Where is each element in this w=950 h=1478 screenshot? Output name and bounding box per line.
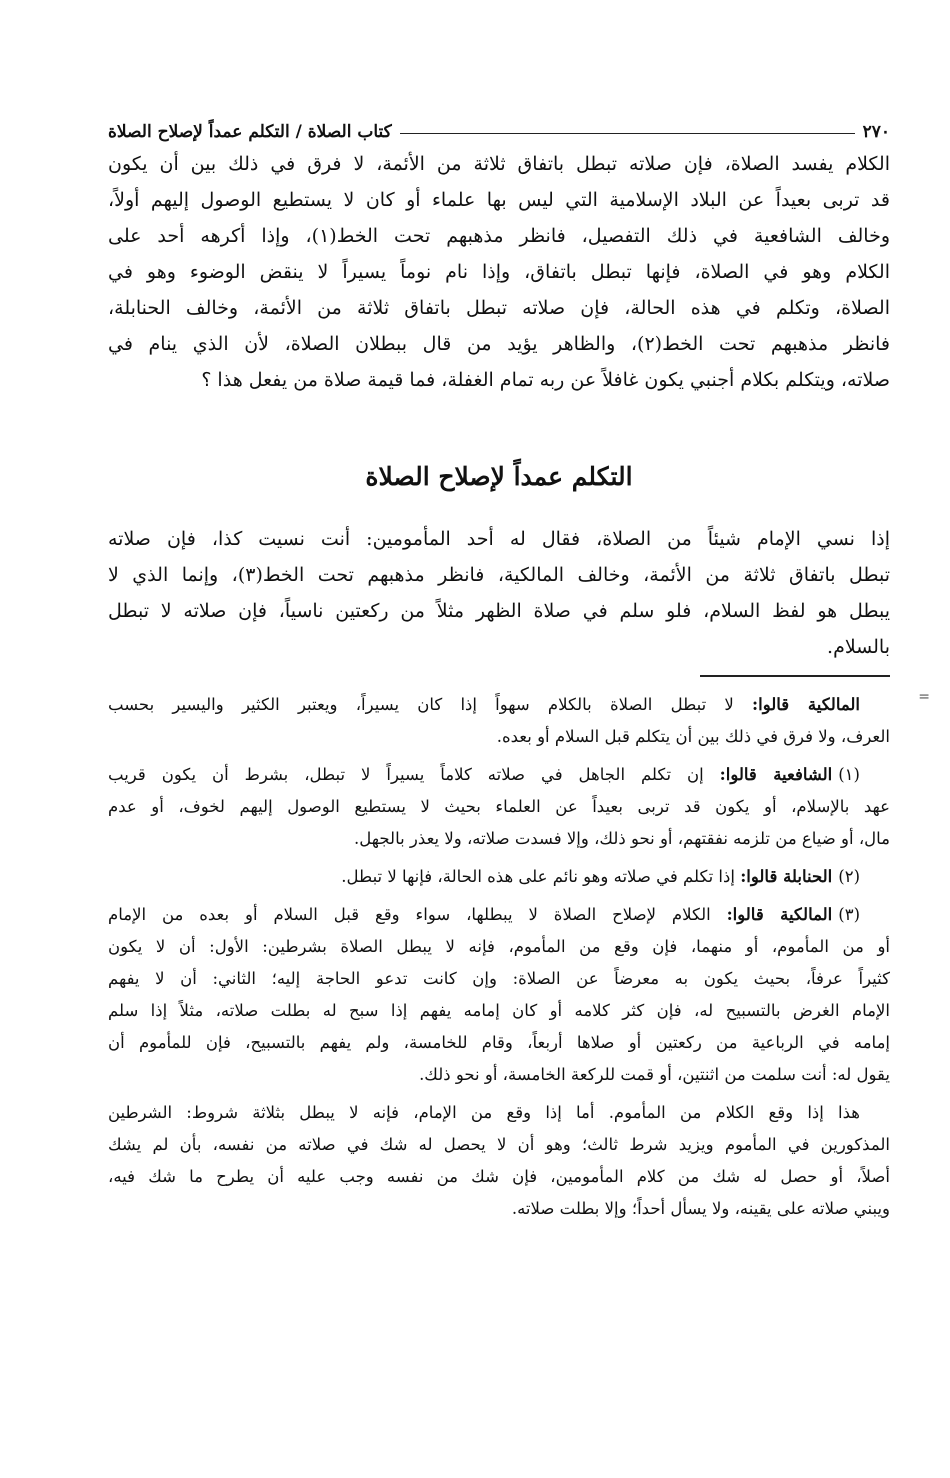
paragraph-section <box>108 521 890 665</box>
paragraph-main <box>108 146 890 398</box>
book-page <box>108 108 930 1231</box>
running-title: كتاب الصلاة / التكلم عمداً لإصلاح الصلاة <box>108 122 392 142</box>
footnote-line <box>108 759 890 791</box>
footnote-line: أو من المأموم، أو منهما، فإن وقع من المأموم، فإنه لا يبطل الصلاة بشرطين: الأول: أن لا يكون <box>108 937 890 956</box>
text-line: الكلام يفسد الصلاة، فإن صلاته تبطل باتفاق ثلاثة من الأئمة، لا فرق في ذلك بين أن يكون <box>108 153 890 175</box>
section-heading: التكلم عمداً لإصلاح الصلاة <box>365 462 633 491</box>
footnote-line: إمامه في الرباعية من ركعتين أو صلاها أربعاً، وقام للخامسة، ولم يفهم بالتسبيح، فإن للمأموم أن <box>108 1033 890 1052</box>
footnote-line: العرف، ولا فرق في ذلك بين أن يتكلم قبل السلام أو بعده. <box>496 727 890 746</box>
text-line: الصلاة، وتكلم في هذه الحالة، فإن صلاته تبطل باتفاق ثلاثة من الأئمة، وخالف الحنابلة، <box>108 297 890 319</box>
footnote-line: ويبني صلاته على يقينه، ولا يسأل أحداً؛ وإلا بطلت صلاته. <box>511 1199 890 1218</box>
footnote-separator <box>700 675 890 677</box>
footnote <box>108 689 890 753</box>
footnote <box>108 861 890 893</box>
footnote-line: يقول له: أنت سلمت من اثنتين، أو قمت للركعة الخامسة، أو نحو ذلك. <box>419 1065 890 1084</box>
footnote <box>108 759 890 855</box>
footnote-school: المالكية قالوا: <box>726 905 833 924</box>
footnote-text: إن تكلم الجاهل في صلاته كلاماً يسيراً لا تبطل، بشرط أن يكون قريب <box>108 765 720 784</box>
footnote-line <box>108 861 890 893</box>
footnote-line <box>108 689 890 721</box>
page-number: ٢٧٠ <box>862 122 890 142</box>
footnote-line: كثيراً عرفاً، بحيث يكون به معرضاً عن الصلاة: وإن كانت تدعو الحاجة إليه؛ الثاني: أن لا يفهم <box>108 969 890 988</box>
text-line: الكلام وهو في الصلاة، فإنها تبطل باتفاق، وإذا نام نوماً يسيراً لا ينقض الوضوء وهو في <box>108 261 890 283</box>
footnote-number: (١) <box>838 765 860 784</box>
text-line: قد تربى بعيداً عن البلاد الإسلامية التي ليس بها علماء أو كان لا يستطيع الوصول إليهم أولاً، <box>108 189 890 211</box>
footnote-school: الحنابلة قالوا: <box>740 867 833 886</box>
footnote-text: لا تبطل الصلاة بالكلام سهواً إذا كان يسيراً، ويعتبر الكثير واليسير بحسب <box>108 695 753 714</box>
footnote-school: الشافعية قالوا: <box>719 765 833 784</box>
footnote-text: الكلام لإصلاح الصلاة لا يبطلها، سواء وقع قبل السلام أو بعده من الإمام <box>108 905 727 924</box>
text-line: فانظر مذهبهم تحت الخط(٢)، والظاهر يؤيد من قال ببطلان الصلاة، لأن الذي ينام في <box>108 333 890 355</box>
footnote-line <box>108 899 890 931</box>
text-line: وخالف الشافعية في ذلك التفصيل، فانظر مذهبهم تحت الخط(١)، وإذا أكرهه أحد على <box>108 225 890 247</box>
footnote-number: (٣) <box>838 905 861 924</box>
footnote-line: عهد بالإسلام، أو يكون قد تربى بعيداً عن العلماء بحيث لا يستطيع الوصول إليهم لخوف، أو عدم <box>108 797 890 816</box>
text-line: صلاته، ويتكلم بكلام أجنبي يكون غافلاً عن ربه تمام الغفلة، فما قيمة صلاة من يفعل هذا ؟ <box>201 369 890 391</box>
footnote-line: الإمام الغرض بالتسبيح له، فإن كثر كلامه أو كان إمامه يفهم إذا سبح له بطلت صلاته، مثلاً إذا سلم <box>108 1001 890 1020</box>
footnotes <box>108 689 930 1225</box>
footnote-number: (٢) <box>838 867 860 886</box>
footnote-text: إذا تكلم في صلاته وهو نائم على هذه الحالة، فإنها لا تبطل. <box>341 867 741 886</box>
text-line: تبطل باتفاق ثلاثة من الأئمة، وخالف المالكية، فانظر مذهبهم تحت الخط(٣)، وإنما الذي لا <box>108 564 890 586</box>
text-line: إذا نسي الإمام شيئاً من الصلاة، فقال له أحد المأمومين: أنت نسيت كذا، فإن صلاته <box>108 528 890 550</box>
text-line: بالسلام. <box>827 636 890 658</box>
footnote <box>108 1097 890 1225</box>
footnote-line: مال، أو ضياع من تلزمه نفقتهم، أو نحو ذلك، وإلا فسدت صلاته، ولا يعذر بالجهل. <box>354 829 890 848</box>
running-header <box>108 108 890 142</box>
footnote-line: المذكورين في المأموم ويزيد شرط ثالث؛ وهو أن لا يحصل له شك في صلاته من نفسه، بأن لم يشك <box>108 1135 890 1154</box>
footnote-line <box>108 1097 890 1129</box>
footnote-text: هذا إذا وقع الكلام من المأموم. أما إذا وقع من الإمام، فإنه لا يبطل بثلاثة شروط: الشرطين <box>108 1103 860 1122</box>
text-line: يبطل هو لفظ السلام، فلو سلم في صلاة الظهر مثلاً من ركعتين ناسياً، فإن صلاته لا تبطل <box>108 600 890 622</box>
header-rule <box>400 133 855 134</box>
footnote <box>108 899 890 1091</box>
footnote-line: أصلاً، أو حصل له شك من كلام المأمومين، فإن شك من نفسه وجب عليه أن يطرح ما شك فيه، <box>108 1167 890 1186</box>
footnote-school: المالكية قالوا: <box>752 695 861 714</box>
continuation-mark: = <box>918 689 930 705</box>
